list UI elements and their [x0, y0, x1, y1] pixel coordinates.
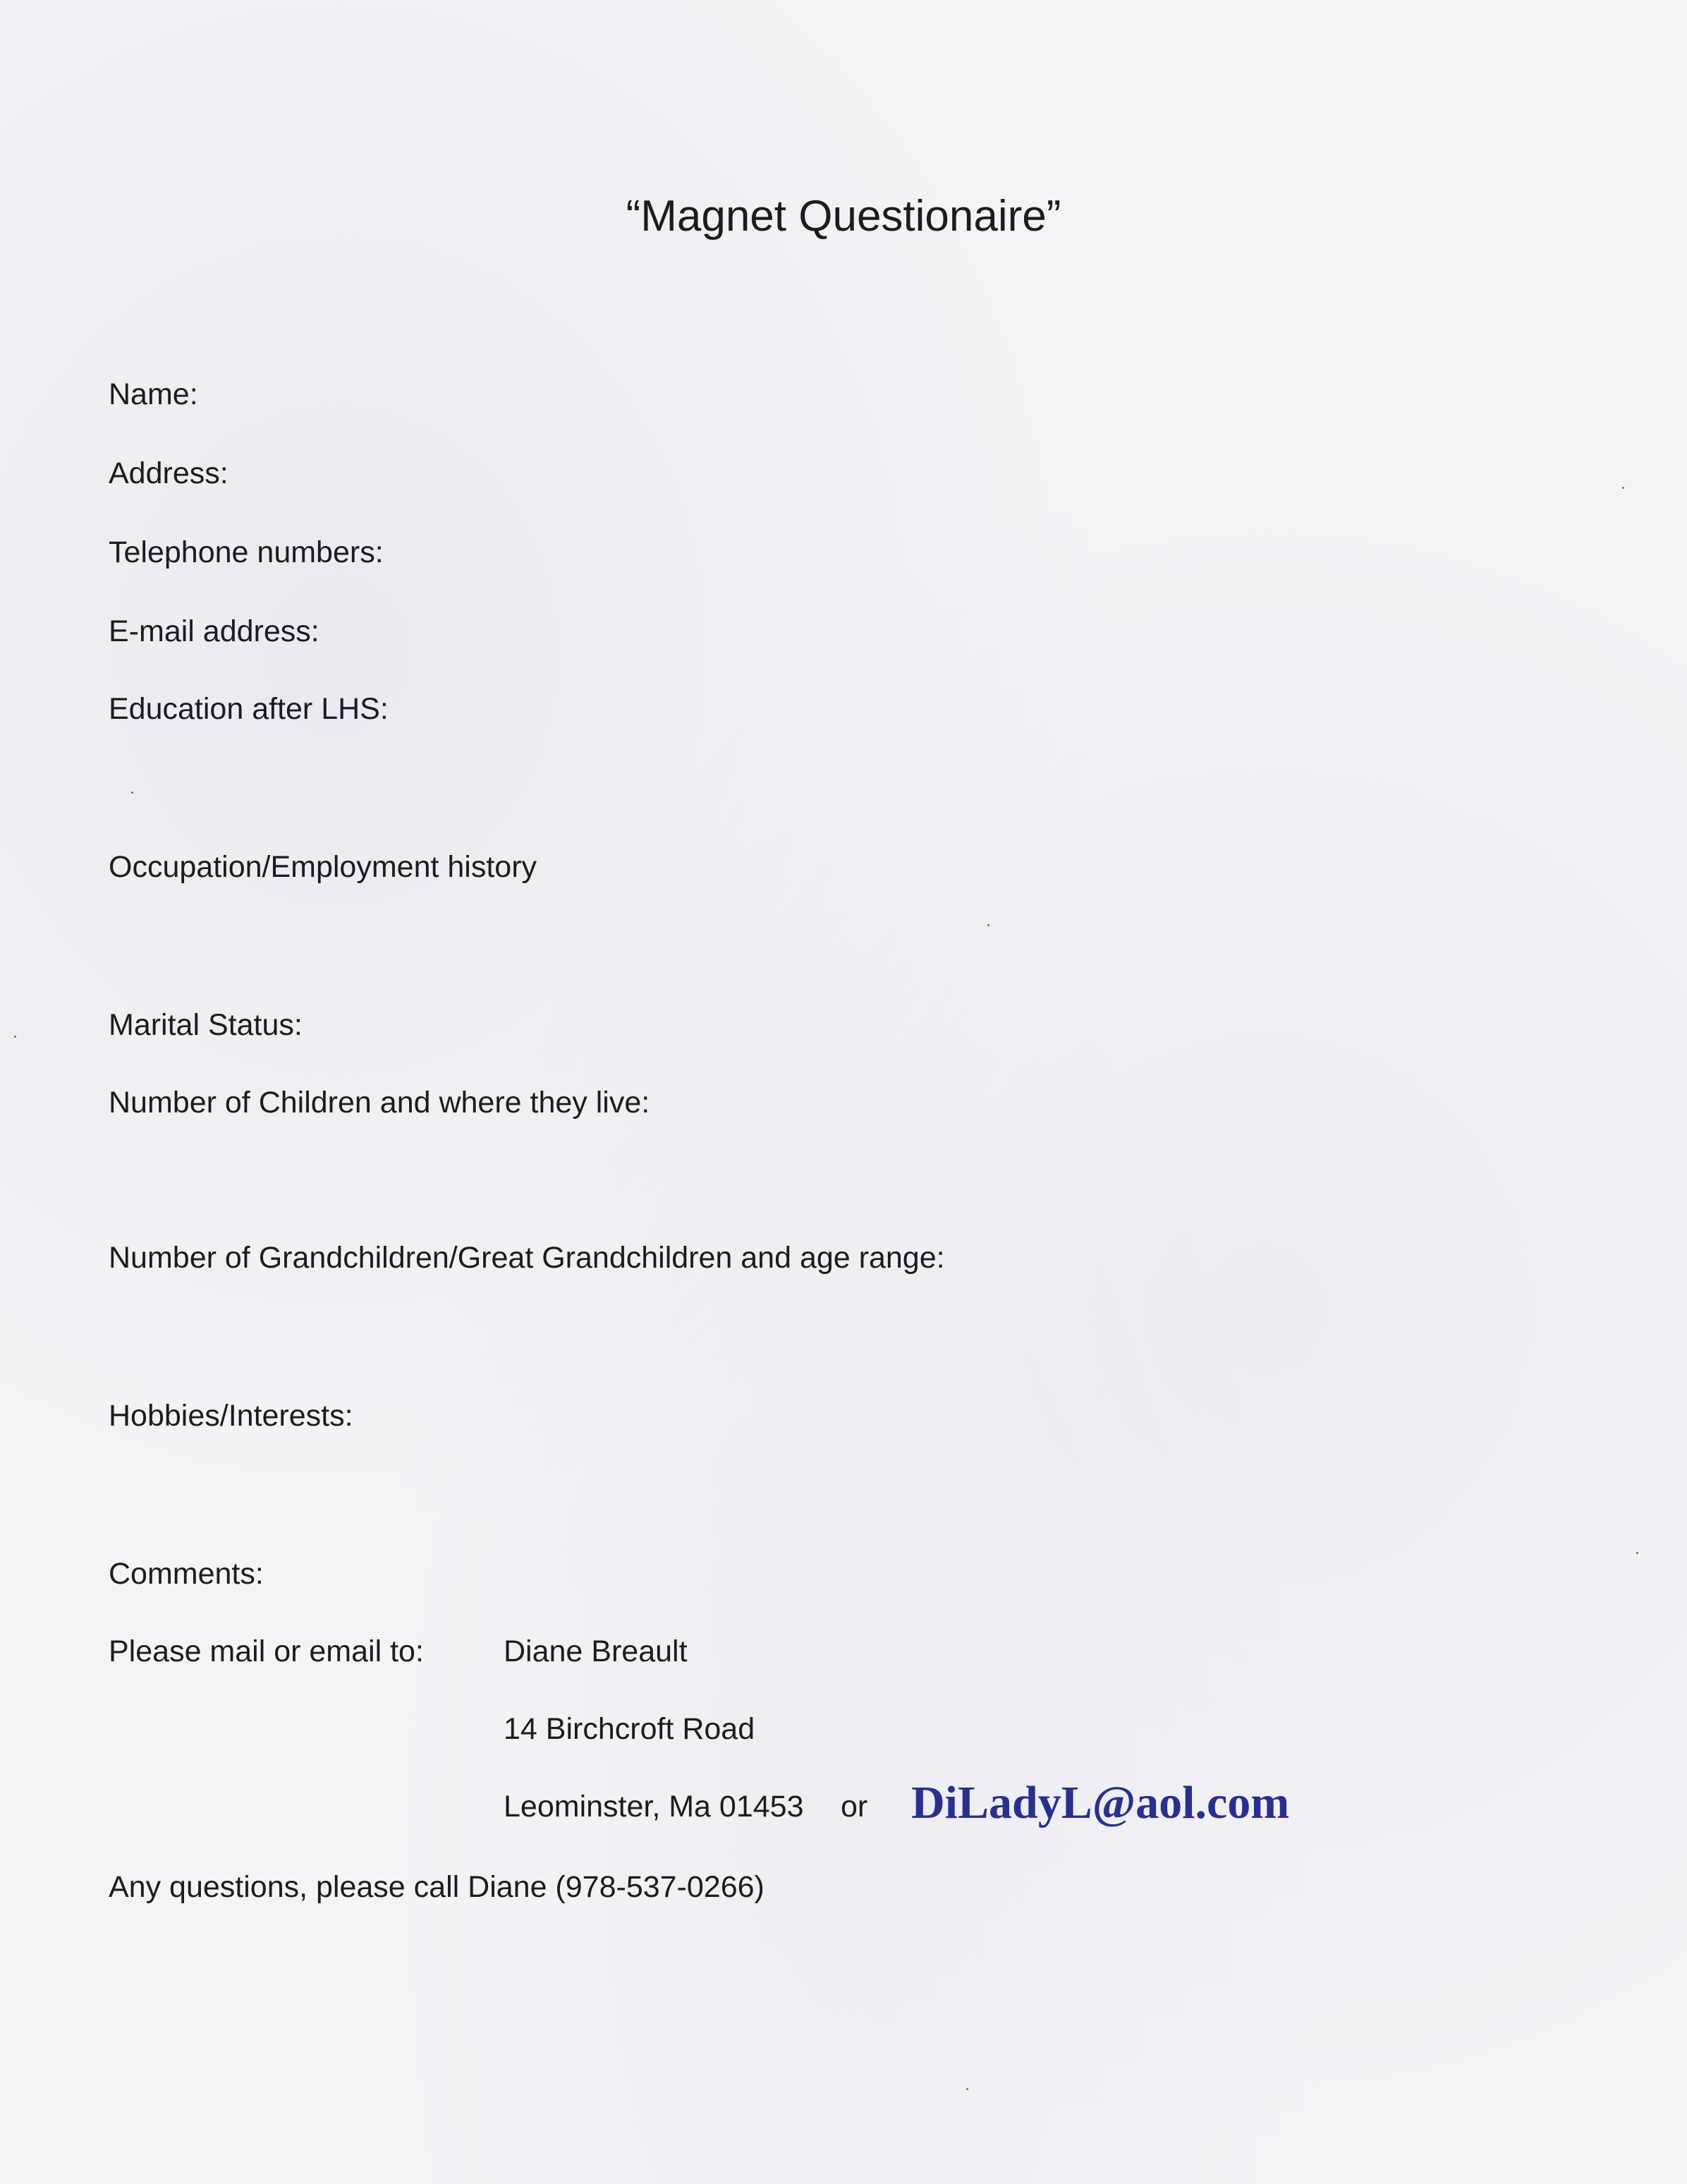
field-telephone-label: Telephone numbers:	[109, 535, 384, 569]
contact-city-line: Leominster, Ma 01453	[504, 1790, 804, 1824]
field-marital-label: Marital Status:	[109, 1008, 303, 1042]
paper-speck	[966, 2088, 968, 2090]
contact-street: 14 Birchcroft Road	[504, 1712, 755, 1746]
field-comments-label: Comments:	[109, 1557, 264, 1591]
field-education-label: Education after LHS:	[109, 692, 389, 726]
contact-name: Diane Breault	[504, 1634, 688, 1668]
field-occupation-label: Occupation/Employment history	[109, 850, 537, 884]
email-address-link[interactable]: DiLadyL@aol.com	[911, 1777, 1290, 1828]
field-hobbies-label: Hobbies/Interests:	[109, 1399, 353, 1433]
paper-speck	[1636, 1552, 1638, 1554]
or-text: or	[841, 1790, 868, 1824]
page-title: “Magnet Questionaire”	[626, 192, 1061, 241]
field-email-label: E-mail address:	[109, 614, 319, 648]
paper-speck	[987, 924, 989, 926]
paper-speck	[131, 791, 133, 794]
field-children-label: Number of Children and where they live:	[109, 1086, 650, 1120]
paper-speck	[14, 1036, 16, 1038]
field-grandchildren-label: Number of Grandchildren/Great Grandchildren and age range:	[109, 1241, 945, 1275]
field-name-label: Name:	[109, 377, 198, 411]
mailing-label: Please mail or email to:	[109, 1634, 424, 1668]
questions-line: Any questions, please call Diane (978-537-0266)	[109, 1870, 765, 1904]
paper-speck	[1622, 487, 1624, 489]
field-address-label: Address:	[109, 456, 229, 490]
